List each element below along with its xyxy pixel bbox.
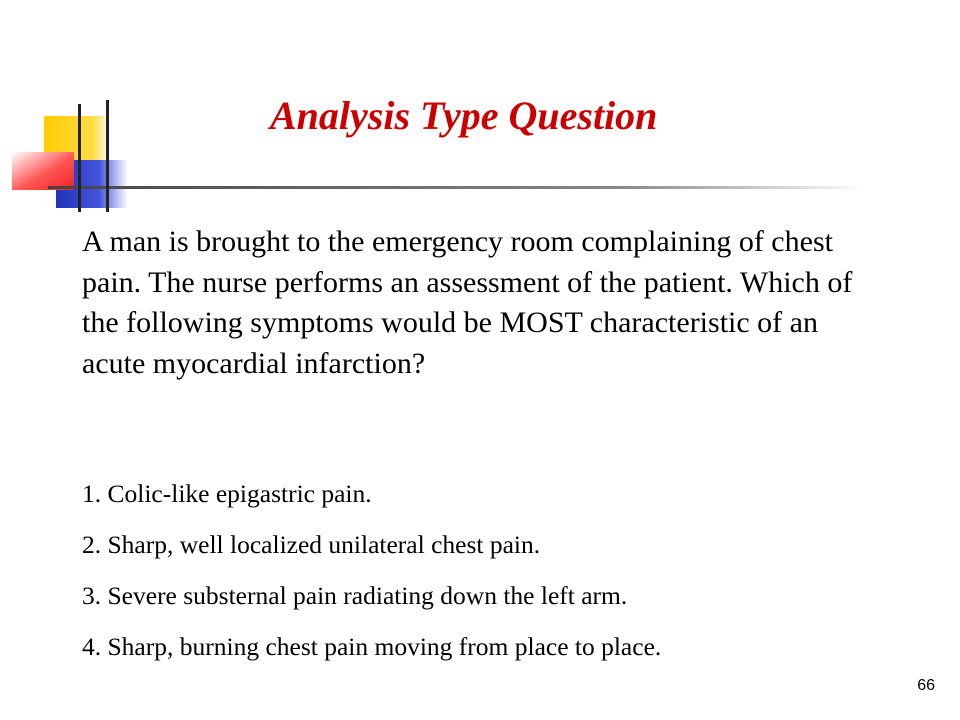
answer-option-3: 3. Severe substernal pain radiating down the left arm. (82, 581, 628, 610)
answer-option-2: 2. Sharp, well localized unilateral chest pain. (82, 530, 541, 559)
answer-option-1: 1. Colic-like epigastric pain. (82, 479, 372, 508)
question-text: A man is brought to the emergency room complaining of chest pain. The nurse performs an assessment of the patient. Which of the following symptoms would be MOST characteristic of an acute myocardial infarction? (82, 225, 853, 380)
title-rule-line (48, 186, 868, 189)
answer-option-4: 4. Sharp, burning chest pain moving from place to place. (82, 632, 662, 661)
vertical-line-right (106, 100, 109, 212)
slide-title: Analysis Type Question (270, 93, 658, 138)
page-number: 66 (917, 677, 935, 694)
vertical-line-left (78, 104, 81, 212)
red-square (12, 152, 74, 190)
answer-options (82, 480, 922, 684)
